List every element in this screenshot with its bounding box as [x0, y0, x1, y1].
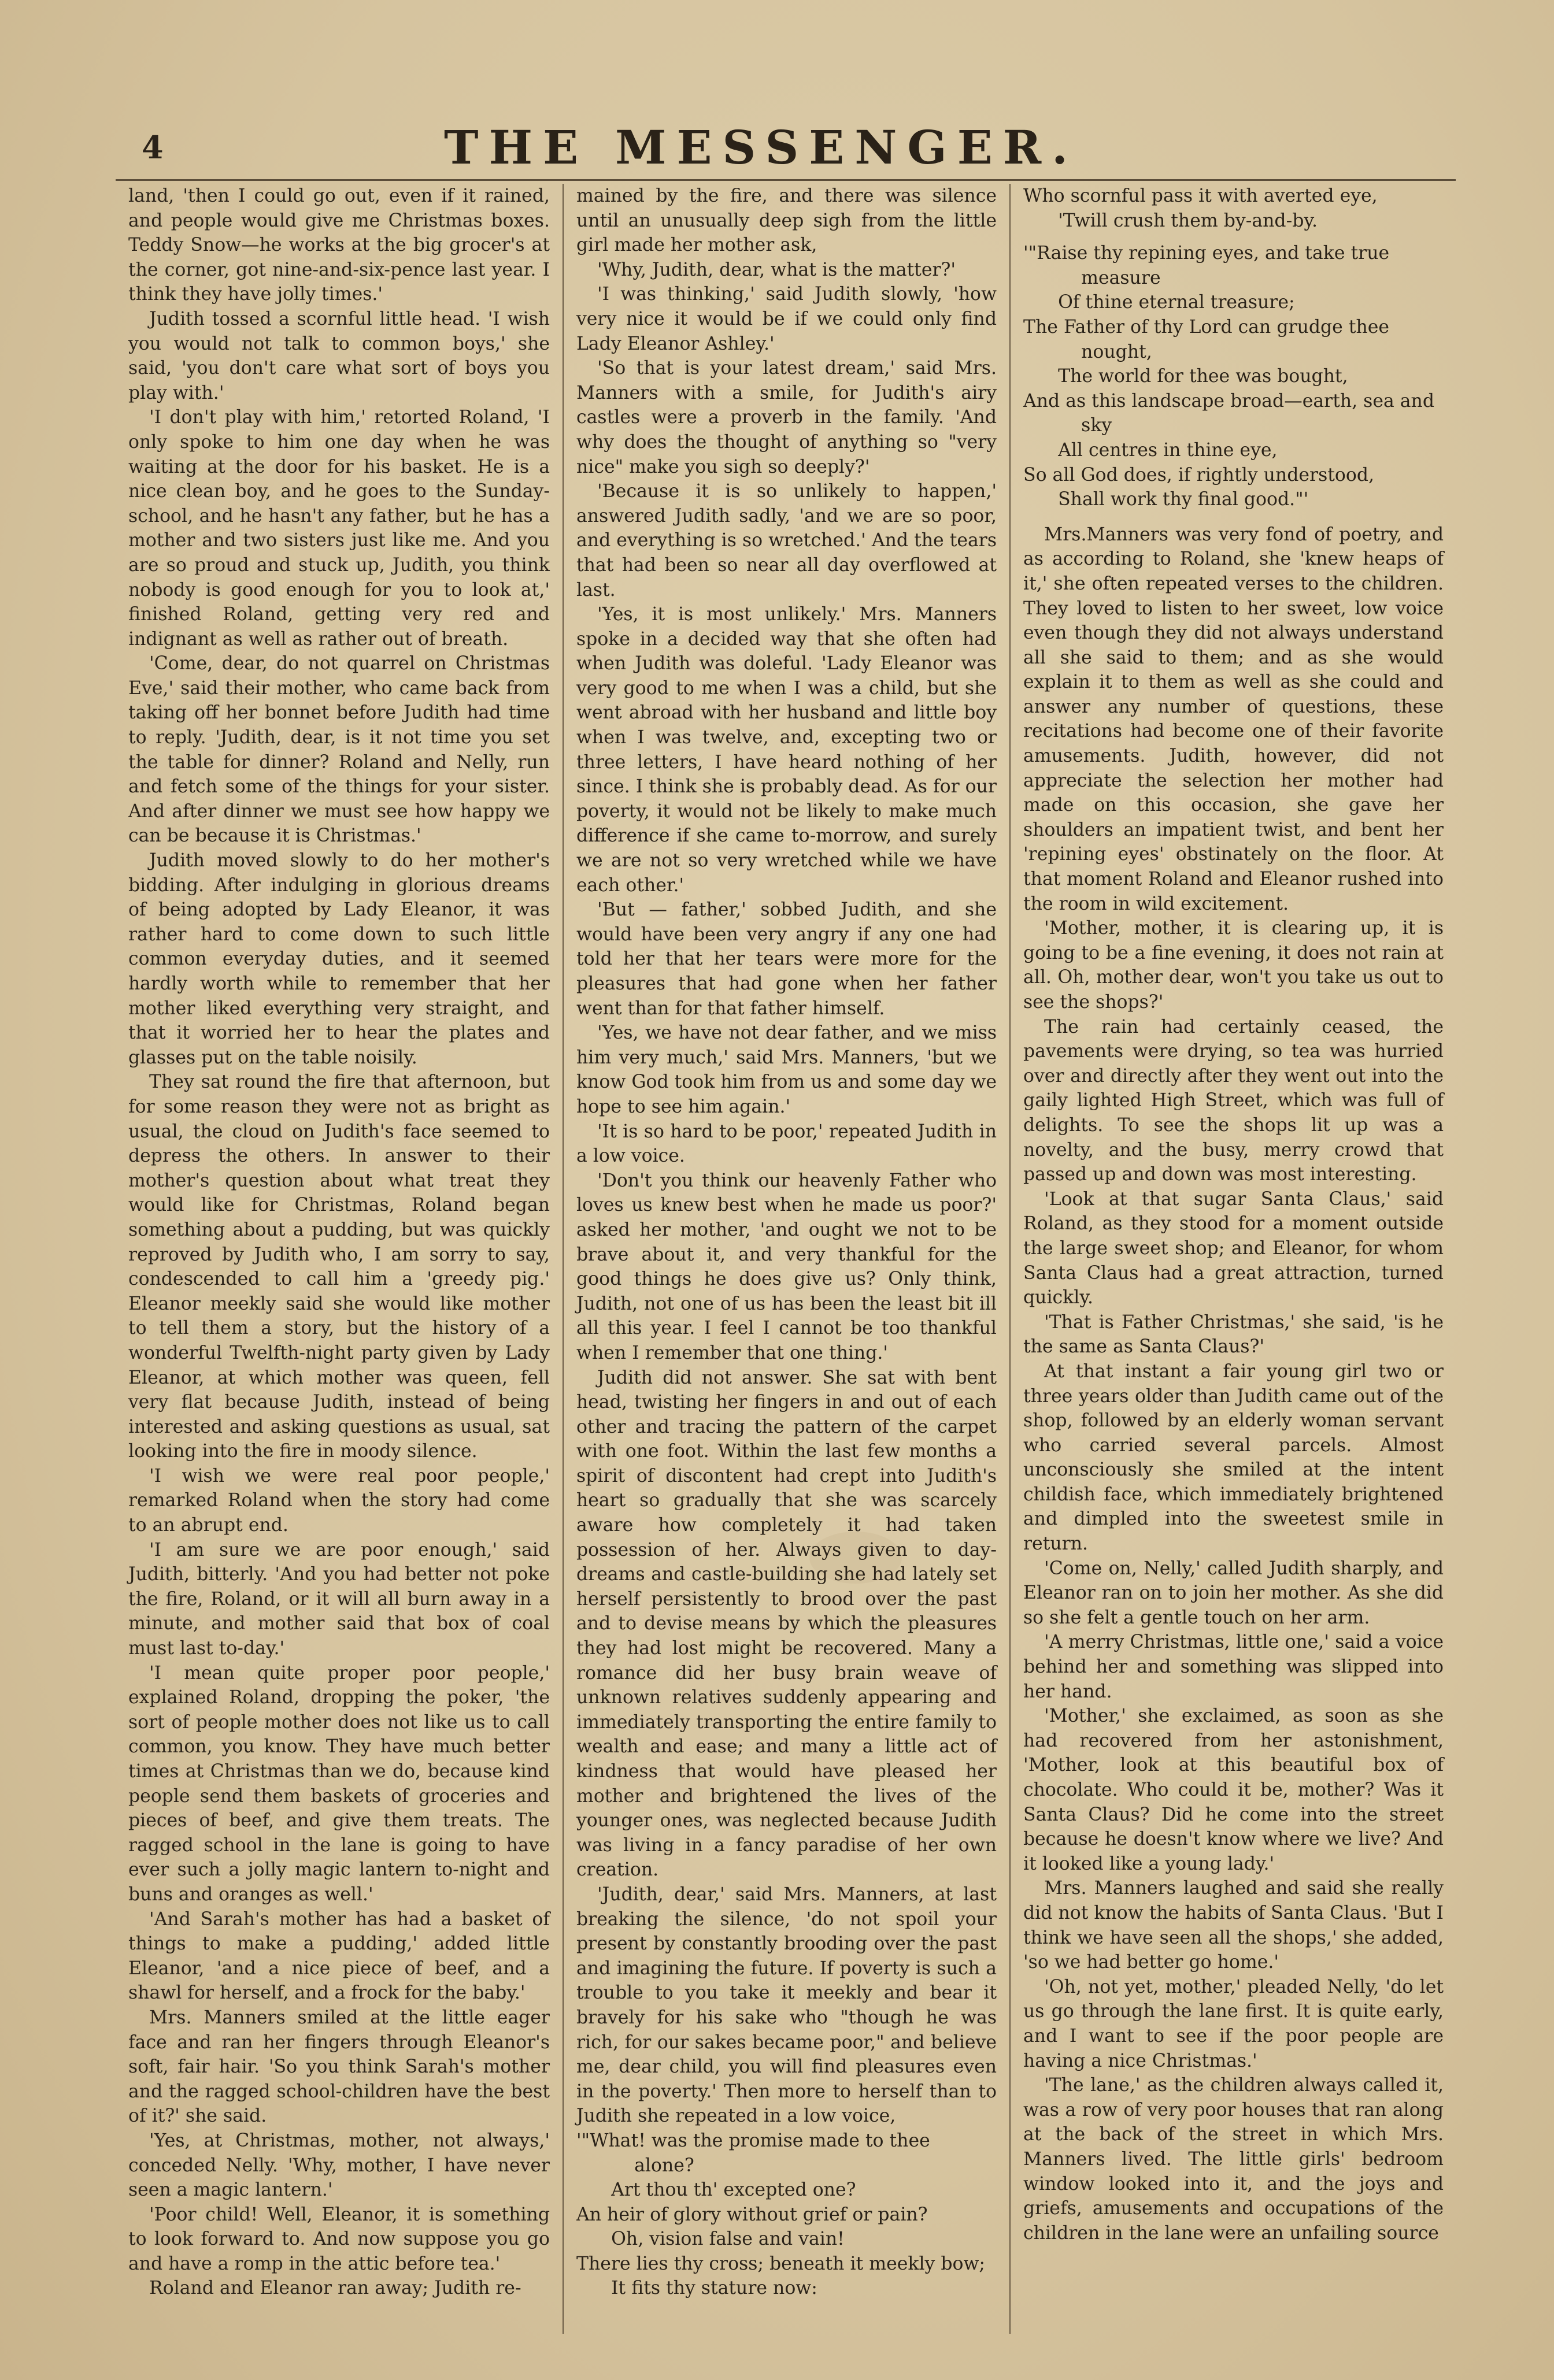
paragraph: 'I am sure we are poor enough,' said Judith, bitterly. 'And you had better not poke the fire, Roland, or it will all burn away in a minute, and mother said that box of coal must last to-day.' — [128, 1539, 550, 1659]
paragraph: 'Because it is so unlikely to happen,' answered Judith sadly, 'and we are so poor, and everything is so wretched.' And the tears that had been so near all day overflowed at last. — [576, 481, 997, 600]
paragraph: 'Mother,' she exclaimed, as soon as she had recovered from her astonishment, 'Mother, look at this beautiful box of chocolate. Who could it be, mother? Was it Santa Claus? Did he come into the street because he doesn't know where we live? And it looked like a young lady.' — [1023, 1706, 1444, 1874]
verse-line: And as this landscape broad—earth, sea and — [1023, 390, 1434, 412]
paragraph: 'Poor child! Well, Eleanor, it is something to look forward to. And now suppose you go and have a romp in the attic before tea.' — [128, 2204, 550, 2274]
paragraph: 'I wish we were real poor people,' remarked Roland when the story had come to an abrupt end. — [128, 1465, 550, 1536]
verse-line: It fits thy stature now: — [576, 2278, 817, 2299]
verse-line: The Father of thy Lord can grudge thee — [1023, 316, 1390, 338]
paragraph: Judith tossed a scornful little head. 'I wish you would not talk to common boys,' she said, 'you don't care what sort of boys you play with.' — [128, 308, 550, 403]
paragraph: 'Don't you think our heavenly Father who loves us knew best when he made us poor?' asked her mother, 'and ought we not to be brave about it, and very thankful for the good things he does give us? Only think, Judith, not one of us has been the least bit ill all this year. I feel I cannot be too thankful when I remember that one thing.' — [576, 1170, 997, 1363]
paragraph: 'Yes, we have not dear father, and we miss him very much,' said Mrs. Manners, 'but we know God took him from us and some day we hope to see him again.' — [576, 1022, 997, 1117]
paragraph: 'I mean quite proper poor people,' explained Roland, dropping the poker, 'the sort of people mother does not like us to call common, you know. They have much better times at Christmas than we do, because kind people send them baskets of groceries and pieces of beef, and give them treats. The ragged school in the lane is going to have ever such a jolly magic lantern to-night and buns and oranges as well.' — [128, 1662, 550, 1905]
paragraph: Judith moved slowly to do her mother's bidding. After indulging in glorious dreams of being adopted by Lady Eleanor, it was rather hard to come down to such little common everyday duties, and it seemed hardly worth while to remember that her mother liked everything very straight, and that it worried her to hear the plates and glasses put on the table noisily. — [128, 850, 550, 1068]
verse-line: '"What! was the promise made to thee — [576, 2130, 930, 2151]
verse-line: Shall work thy final good."' — [1023, 489, 1309, 510]
verse-line: alone? — [576, 2155, 694, 2176]
verse-line: nought, — [1023, 341, 1152, 362]
paragraph: 'It is so hard to be poor,' repeated Judith in a low voice. — [576, 1121, 997, 1167]
paragraph: 'Judith, dear,' said Mrs. Manners, at last breaking the silence, 'do not spoil your present by constantly brooding over the past and imagining the future. If poverty is such a trouble to you take it meekly and bear it bravely for his sake who "though he was rich, for our sakes became poor," and believe me, dear child, you will find pleasures even in the poverty.' Then more to herself than to Judith she repeated in a low voice, — [576, 1884, 997, 2127]
verse-line: sky — [1023, 415, 1112, 436]
paragraph: At that instant a fair young girl two or three years older than Judith came out of the shop, followed by an elderly woman servant who carried several parcels. Almost unconsciously she smiled at the intent childish face, which immediately brightened and dimpled into the sweetest smile in return. — [1023, 1360, 1444, 1555]
verse-line: 'Twill crush them by-and-by. — [1023, 210, 1318, 231]
paragraph: The rain had certainly ceased, the pavements were drying, so tea was hurried over and directly after they went out into the gaily lighted High Street, which was full of delights. To see the shops lit up was a novelty, and the busy, merry crowd that passed up and down was most interesting. — [1023, 1016, 1444, 1185]
paragraph: 'Come, dear, do not quarrel on Christmas Eve,' said their mother, who came back from taking off her bonnet before Judith had time to reply. 'Judith, dear, is it not time you set the table for dinner? Roland and Nelly, run and fetch some of the things for your sister. And after dinner we must see how happy we can be because it is Christmas.' — [128, 653, 550, 847]
verse-line: There lies thy cross; beneath it meekly bow; — [576, 2253, 986, 2274]
verse-line: measure — [1023, 267, 1161, 288]
paragraph: 'Yes, it is most unlikely.' Mrs. Manners spoke in a decided way that she often had when Judith was doleful. 'Lady Eleanor was very good to me when I was a child, but she went abroad with her husband and little boy when I was twelve, and, excepting two or three letters, I have heard nothing of her since. I think she is probably dead. As for our poverty, it would not be likely to make much difference if she came to-morrow, and surely we are not so very wretched while we have each other.' — [576, 604, 997, 896]
paragraph: 'Why, Judith, dear, what is the matter?' — [597, 259, 956, 280]
paragraph: land, 'then I could go out, even if it rained, and people would give me Christmas boxes. Teddy Snow—he works at the big grocer's at the corner, got nine-and-six-pence last year. I think they have jolly times.' — [128, 186, 550, 305]
paper-title: THE MESSENGER. — [444, 120, 1078, 175]
paragraph: Roland and Eleanor ran away; Judith re- — [149, 2278, 521, 2299]
paragraph: 'That is Father Christmas,' she said, 'is he the same as Santa Claus?' — [1023, 1311, 1444, 1358]
page-number: 4 — [142, 129, 164, 166]
verse-line: Oh, vision false and vain! — [576, 2229, 845, 2250]
verse-line: An heir of glory without grief or pain? — [576, 2204, 928, 2225]
paragraph: 'So that is your latest dream,' said Mrs. Manners with a smile, for Judith's airy castles were a proverb in the family. 'And why does the thought of anything so "very nice" make you sigh so deeply?' — [576, 358, 997, 477]
verse-line — [1023, 233, 1444, 241]
verse-line: Who scornful pass it with averted eye, — [1023, 186, 1378, 206]
paragraph: 'Mother, mother, it is clearing up, it is going to be a fine evening, it does not rain at all. Oh, mother dear, won't you take us out to see the shops?' — [1023, 918, 1444, 1013]
paragraph: They sat round the fire that afternoon, but for some reason they were not as bright as usual, the cloud on Judith's face seemed to depress the others. In answer to their mother's question about what treat they would like for Christmas, Roland began something about a pudding, but was quickly reproved by Judith who, I am sorry to say, condescended to call him a 'greedy pig.' Eleanor meekly said she would like mother to tell them a story, but the history of a wonderful Twelfth-night party given by Lady Eleanor, at which mother was queen, fell very flat because Judith, instead of being interested and asking questions as usual, sat looking into the fire in moody silence. — [128, 1072, 550, 1462]
paragraph: 'The lane,' as the children always called it, was a row of very poor houses that ran along at the back of the street in which Mrs. Manners lived. The little girls' bedroom window looked into it, and the joys and griefs, amusements and occupations of the children in the lane were an unfailing source — [1023, 2075, 1444, 2244]
paragraph: Mrs.Manners was very fond of poetry, and as according to Roland, she 'knew heaps of it,' she often repeated verses to the children. They loved to listen to her sweet, low voice even though they did not always understand all she said to them; and as she would explain it to them as well as she could and answer any number of questions, these recitations had become one of their favorite amusements. Judith, however, did not appreciate the selection her mother had made on this occasion, she gave her shoulders an impatient twist, and bent her 'repining eyes' obstinately on the floor. At that moment Roland and Eleanor rushed into the room in wild excitement. — [1023, 524, 1444, 914]
column-1 — [116, 184, 563, 2334]
verse-line: '"Raise thy repining eyes, and take true — [1023, 243, 1390, 264]
masthead — [116, 116, 1450, 179]
paragraph: 'I was thinking,' said Judith slowly, 'how very nice it would be if we could only find Lady Eleanor Ashley.' — [576, 284, 997, 354]
verse-line: So all God does, if rightly understood, — [1023, 464, 1375, 485]
column-3 — [1009, 184, 1456, 2334]
verse-line: All centres in thine eye, — [1023, 439, 1278, 461]
paragraph: 'Yes, at Christmas, mother, not always,' conceded Nelly. 'Why, mother, I have never seen a magic lantern.' — [128, 2130, 550, 2201]
paragraph: 'And Sarah's mother has had a basket of things to make a pudding,' added little Eleanor, 'and a nice piece of beef, and a shawl for herself, and a frock for the baby.' — [128, 1908, 550, 2004]
paragraph: 'Look at that sugar Santa Claus,' said Roland, as they stood for a moment outside the large sweet shop; and Eleanor, for whom Santa Claus had a great attraction, turned quickly. — [1023, 1188, 1444, 1308]
paragraph: Judith did not answer. She sat with bent head, twisting her fingers in and out of each other and tracing the pattern of the carpet with one foot. Within the last few months a spirit of discontent had crept into Judith's heart so gradually that she was scarcely aware how completely it had taken possession of her. Always given to day-dreams and castle-building she had lately set herself persistently to brood over the past and to devise means by which the pleasures they had lost might be recovered. Many a romance did her busy brain weave of unknown relatives suddenly appearing and immediately transporting the entire family to wealth and ease; and many a little act of kindness that would have pleased her mother and brightened the lives of the younger ones, was neglected because Judith was living in a fancy paradise of her own creation. — [576, 1367, 997, 1881]
verse-line: The world for thee was bought, — [1023, 366, 1348, 387]
article-columns — [116, 184, 1457, 2334]
paragraph: 'But — father,' sobbed Judith, and she would have been very angry if any one had told her that her tears were more for the pleasures that had gone when her father went than for that father himself. — [576, 899, 997, 1019]
paragraph: 'I don't play with him,' retorted Roland, 'I only spoke to him one day when he was waiting at the door for his basket. He is a nice clean boy, and he goes to the Sunday-school, and he hasn't any father, but he has a mother and two sisters just like me. And you are so proud and stuck up, Judith, you think nobody is good enough for you to look at,' finished Roland, getting very red and indignant as well as rather out of breath. — [128, 407, 550, 650]
paragraph: Mrs. Manners laughed and said she really did not know the habits of Santa Claus. 'But I think we have seen all the shops,' she added, 'so we had better go home.' — [1023, 1878, 1444, 1973]
paragraph: mained by the fire, and there was silence until an unusually deep sigh from the little girl made her mother ask, — [576, 186, 997, 256]
column-2 — [563, 184, 1009, 2334]
masthead-rule — [116, 179, 1456, 181]
paragraph: 'A merry Christmas, little one,' said a voice behind her and something was slipped into her hand. — [1023, 1632, 1444, 1702]
paragraph: Mrs. Manners smiled at the little eager face and ran her fingers through Eleanor's soft, fair hair. 'So you think Sarah's mother and the ragged school-children have the best of it?' she said. — [128, 2007, 550, 2127]
verse-line: Art thou th' excepted one? — [576, 2179, 856, 2201]
verse-spacer — [1023, 512, 1444, 522]
paragraph: 'Oh, not yet, mother,' pleaded Nelly, 'do let us go through the lane first. It is quite early, and I want to see if the poor people are having a nice Christmas.' — [1023, 1976, 1444, 2071]
verse-line: Of thine eternal treasure; — [1023, 292, 1295, 313]
paragraph: 'Come on, Nelly,' called Judith sharply, and Eleanor ran on to join her mother. As she did so she felt a gentle touch on her arm. — [1023, 1558, 1444, 1628]
